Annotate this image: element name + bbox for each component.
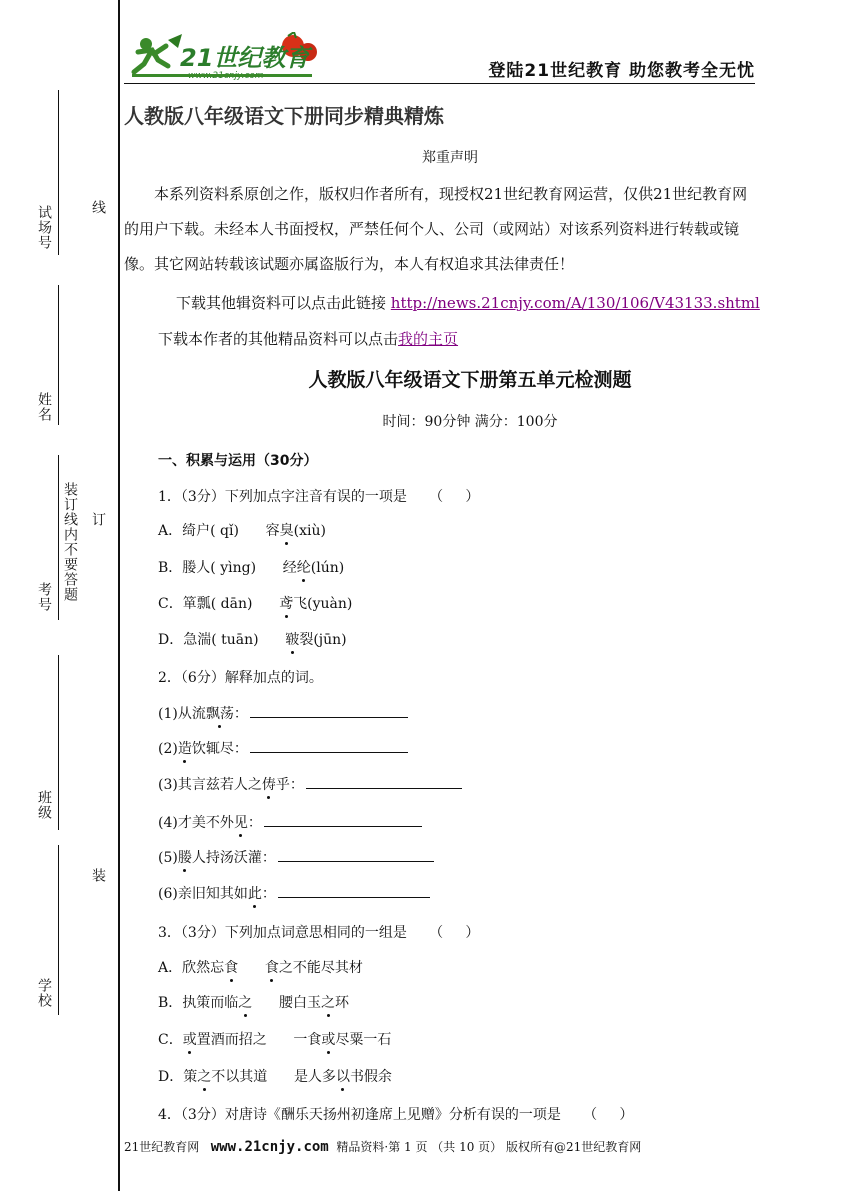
q1-option-b: B．媵人( yìng) 经纶(lún) bbox=[158, 560, 345, 576]
q2-item-6: (6)亲旧知其如此： bbox=[158, 883, 430, 903]
runner-icon bbox=[128, 32, 328, 82]
q3-option-b: B．执策而临之 腰白玉之环 bbox=[158, 995, 349, 1011]
footer-site: www.21cnjy.com bbox=[210, 1139, 329, 1155]
site-logo bbox=[128, 32, 328, 82]
answer-blank[interactable] bbox=[250, 703, 408, 718]
q3-option-a: A．欣然忘食 食之不能尽其材 bbox=[158, 960, 363, 976]
field-line bbox=[58, 90, 59, 255]
q2-item-4: (4)才美不外见： bbox=[158, 812, 422, 832]
footer-left: 21世纪教育网 bbox=[124, 1140, 200, 1154]
logo-text: 21世纪教育 bbox=[180, 44, 310, 72]
question-4-stem: 4．（3分）对唐诗《酬乐天扬州初逢席上见赠》分析有误的一项是 （ ） bbox=[158, 1107, 634, 1123]
notice-body: 本系列资料系原创之作，版权归作者所有，现授权21世纪教育网运营，仅供21世纪教育网的用户下载。未经本人书面授权，严禁任何个人、公司（或网站）对该系列资料进行转载或镜像。其它网站转载该试题亦属盗版行为，本人有权追求其法律责任！ bbox=[124, 185, 748, 273]
header-slogan: 登陆21世纪教育 助您教考全无忧 bbox=[488, 61, 755, 81]
field-line bbox=[58, 455, 59, 620]
header-rule bbox=[124, 83, 755, 84]
answer-blank[interactable] bbox=[250, 738, 408, 753]
field-label-class: 班级 bbox=[36, 790, 52, 820]
field-label-exam-number: 考号 bbox=[36, 582, 52, 612]
binding-word-staple: 订 bbox=[90, 512, 106, 527]
answer-blank[interactable] bbox=[278, 847, 434, 862]
author-homepage-link[interactable]: 我的主页 bbox=[398, 330, 459, 348]
binding-warning: 装订线内不要答题 bbox=[62, 482, 78, 602]
margin-rule bbox=[118, 0, 120, 1191]
field-line bbox=[58, 655, 59, 830]
footer-right: 精品资料·第 1 页 （共 10 页） 版权所有@21世纪教育网 bbox=[336, 1140, 642, 1154]
section-title: 一、积累与运用（30分） bbox=[158, 453, 318, 469]
q3-option-c: C．或置酒而招之 一食或尽粟一石 bbox=[158, 1032, 392, 1048]
field-label-school: 学校 bbox=[36, 978, 52, 1008]
question-2-stem: 2．（6分）解释加点的词。 bbox=[158, 670, 323, 686]
page-footer bbox=[124, 1138, 641, 1155]
q2-item-2: (2)造饮辄尽： bbox=[158, 738, 408, 758]
exam-title: 人教版八年级语文下册第五单元检测题 bbox=[308, 369, 632, 391]
download-line bbox=[176, 292, 760, 313]
binding-word-bind: 装 bbox=[90, 868, 106, 883]
q3-option-d: D．策之不以其道 是人多以书假余 bbox=[158, 1069, 392, 1085]
binding-word-line: 线 bbox=[90, 200, 106, 215]
author-line bbox=[158, 328, 458, 349]
field-label-exam-room: 试场号 bbox=[36, 205, 52, 250]
q1-option-d: D．急湍( tuān) 皲裂(jūn) bbox=[158, 632, 347, 648]
exam-meta: 时间：90分钟 满分：100分 bbox=[382, 414, 558, 430]
document-title: 人教版八年级语文下册同步精典精炼 bbox=[124, 104, 444, 128]
q1-option-c: C．箪瓢( dān) 鸢飞(yuàn) bbox=[158, 596, 353, 612]
notice-heading: 郑重声明 bbox=[422, 150, 478, 166]
question-1-stem: 1．（3分）下列加点字注音有误的一项是 （ ） bbox=[158, 489, 480, 505]
q2-item-1: (1)从流飘荡： bbox=[158, 703, 408, 723]
q2-item-3: (3)其言兹若人之俦乎： bbox=[158, 774, 462, 794]
q2-item-5: (5)媵人持汤沃灌： bbox=[158, 847, 434, 867]
answer-blank[interactable] bbox=[264, 812, 422, 827]
field-label-name: 姓名 bbox=[36, 392, 52, 422]
author-prefix: 下载本作者的其他精品资料可以点击 bbox=[158, 330, 399, 348]
question-3-stem: 3．（3分）下列加点词意思相同的一组是 （ ） bbox=[158, 925, 480, 941]
download-link[interactable]: http://news.21cnjy.com/A/130/106/V43133.shtml bbox=[390, 294, 760, 312]
field-line bbox=[58, 285, 59, 425]
download-prefix: 下载其他辑资料可以点击此链接 bbox=[176, 294, 387, 312]
answer-blank[interactable] bbox=[306, 774, 462, 789]
answer-blank[interactable] bbox=[278, 883, 430, 898]
q1-option-a: A．绮户( qǐ) 容臭(xiù) bbox=[158, 523, 326, 539]
field-line bbox=[58, 845, 59, 1015]
